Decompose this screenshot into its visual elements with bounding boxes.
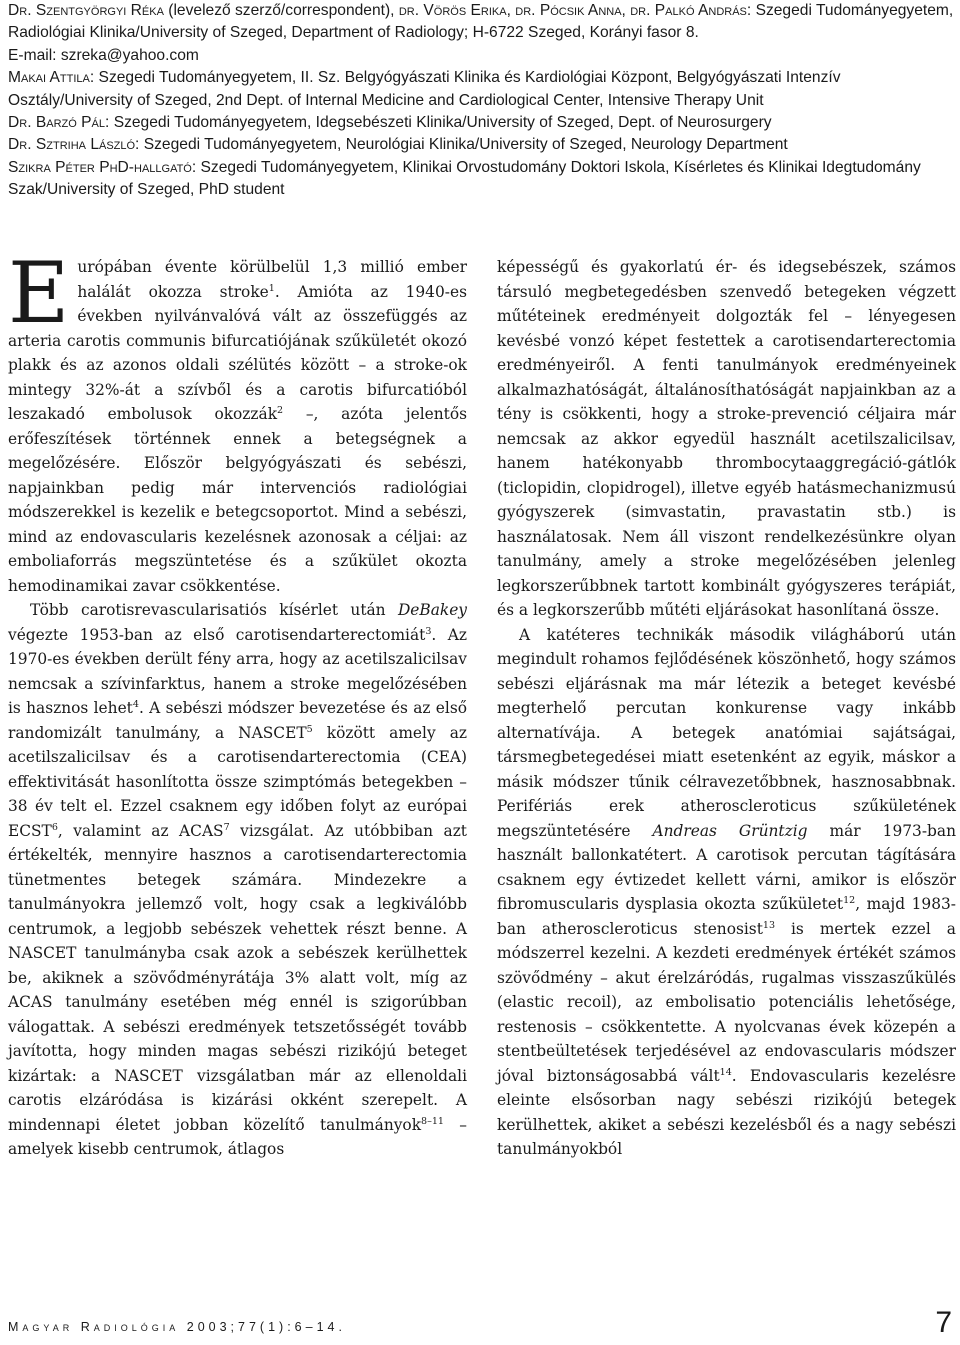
affiliation-2: Makai Attila: Szegedi Tudományegyetem, II. Sz. Belgyógyászati Klinika és Kardiológiai Központ, Belgyógyászati Intenzív Osztály/University of Szeged, 2nd Dept. of Internal Medicine and Cardiological Center, Intensive Therapy Unit: [8, 69, 841, 109]
author-name: dr. Vörös Erika: [398, 2, 507, 19]
affiliation-4: Dr. Sztriha László: Szegedi Tudományegyetem, Neurológiai Klinika/University of Szeged, Neurology Department: [8, 136, 788, 154]
drop-cap: E: [8, 244, 70, 342]
body-paragraph: Európában évente körülbelül 1,3 millió ember halálát okozza stroke$^1$. Amióta az 1940-es években nyilvánvalóvá vált az összefüggés az arteria carotis communis bifurcatiójának szűkületét okozó plakk és az azonos oldali szélütés között – a stroke-ok mintegy 32%-át a szívből és a carotis bifurcatióból leszakadó embolusok okozzák$^2$ –, azóta jelentős erőfeszítések történnek ennek a betegségnek a megelőzésére. Először belgyógyászati és sebészi, napjainkban pedig már intervenciós radiológiai módszerekkel is kezelik e betegcsoportot. Mind a sebészi, mind az endovascularis kezelésnek azonosak a céljai: az emboliaforrás megszüntetése és a szűkület okozta hemodinamikai zavar csökkentése.: [8, 244, 467, 595]
author-name: dr. Palkó András:: [630, 2, 752, 19]
reference-marker: 7: [223, 821, 230, 833]
journal-citation: Magyar Radiológia 2003;77(1):6–14.: [8, 1320, 346, 1334]
page-number: 7: [935, 1306, 952, 1339]
author-name: Dr. Sztriha László:: [8, 136, 140, 154]
reference-marker: 2: [277, 404, 284, 416]
reference-marker: 5: [306, 723, 313, 735]
body-paragraph: A katéteres technikák második világháború után megindult rohamos fejlődésének köszönhető, hogy számos sebészi eljárásnak ma már létezik a beteget kevésbé megterhelő percutan konkurense vagy inkább alternatívája. A betegek anatómiai sajátságai, társmegbetegedései miatt esetenként az egyik, máskor a másik módszer tűnik célravezetőbbnek, hasznosabbnak. Perifériás erek atheroscleroticus szűkületének megszüntetésére Andreas Grüntzig már 1973-ban használt ballonkatétert. A carotisok percutan tágítására csaknem egy évtizedet kellett várni, amikor is először fibromuscularis dysplasia okozta szűkületet$^{12}$, majd 1983-ban atheroscleroticus stenosist$^{13}$ is mertek ezzel a módszerrel kezelni. A kezdeti eredmények értékét számos szövődmény – akut érelzáródás, rugalmas visszaszűkülés (elastic recoil), az embolisatio potenciális lehetősége, restenosis – csökkentette. A nyolcvanas évek közepén a stentbeültetések terjedésével az endovascularis módszer jóval biztonságosabbá vált$^{14}$. Endovascularis kezelésre eleinte elsősorban nagy sebészi rizikójú betegek kerülhettek, akiket a sebészi kezelésből és a nagy sebészi tanulmányokból: [497, 625, 956, 1158]
author-name: Makai Attila:: [8, 69, 95, 87]
author-affiliations: [8, 0, 954, 202]
reference-marker: 12: [843, 894, 856, 906]
reference-marker: 8–11: [421, 1115, 444, 1127]
affiliation-1: Dr. Szentgyörgyi Réka (levelező szerző/correspondent), dr. Vörös Erika, dr. Pócsik Anna, dr. Palkó András: Szegedi Tudományegyetem, Radiológiai Klinika/University of Szeged, Department of Radiology; H-6722 Szeged, Korányi fasor 8. E-mail: szreka@yahoo.com: [8, 2, 954, 64]
author-name: Szikra Péter PhD-hallgató:: [8, 158, 197, 176]
reference-marker: 4: [132, 698, 139, 710]
body-column-left: [8, 244, 468, 1162]
affiliation-5: Szikra Péter PhD-hallgató: Szegedi Tudományegyetem, Klinikai Orvostudomány Doktori Iskola, Kísérletes és Klinikai Idegtudomány Szak/University of Szeged, PhD student: [8, 158, 921, 199]
affiliation-3: Dr. Barzó Pál: Szegedi Tudományegyetem, Idegsebészeti Klinika/University of Szeged, Dept. of Neurosurgery: [8, 114, 772, 132]
body-paragraph: képességű és gyakorlatú ér- és idegsebészek, számos társuló megbetegedésben szenvedő betegeken végzett műtéteinek eredményeit dolgozták fel – lényegesen kevésbé vonzó képet festettek a carotisendarterectomia eredményeiről. A fenti tanulmányok eredményeinek alkalmazhatóságát, általánosíthatóságát napjainkban az a tény is csökkenti, hogy a stroke-prevenció céljaira már nemcsak az akkor egyedül használt acetilszalicilsav, hanem hatékonyabb thrombocytaaggregáció-gátlók (ticlopidin, clopidrogel), illetve egyéb hatásmechanizmusú gyógyszerek (simvastatin, pravastatin stb.) is használatosak. Nem áll viszont rendelkezésünkre olyan tanulmány, amely a stroke megelőzésében jelenleg legkorszerűbbnek tartott kombinált gyógyszeres terápiát, és a legkorszerűbb műtéti eljárásokat hasonlítaná össze.: [497, 258, 956, 619]
author-name: Dr. Barzó Pál:: [8, 114, 110, 132]
reference-marker: 1: [268, 282, 275, 294]
author-name: dr. Pócsik Anna: [515, 2, 622, 19]
reference-marker: 14: [719, 1066, 732, 1078]
reference-marker: 6: [51, 821, 58, 833]
author-name: Dr. Szentgyörgyi Réka: [8, 2, 164, 19]
reference-marker: 3: [425, 625, 432, 637]
body-column-right: [497, 255, 956, 1162]
reference-marker: 13: [762, 919, 776, 931]
page-footer: [8, 1306, 956, 1339]
email: E-mail: szreka@yahoo.com: [8, 46, 199, 64]
body-paragraph: Több carotisrevascularisatiós kísérlet után DeBakey végezte 1953-ban az első carotisendarterectomiát$^3$. Az 1970-es években derült fény arra, hogy az acetilszalicilsav nemcsak a szívinfarktus, hanem a stroke megelőzésében is hasznos lehet$^4$. A sebészi módszer bevezetése és az első randomizált tanulmány, a NASCET$^5$ között amely az acetilszalicilsav és a carotisendarterectomia (CEA) effektivitását hasonlította össze szimptómás betegekben – 38 év telt el. Ezzel csaknem egy időben folyt az európai ECST$^6$, valamint az ACAS$^7$ vizsgálat. Az utóbbiban azt értékelték, mennyire hasznos a carotisendarterectomia tünetmentes betegek számára. Mindezekre a tanulmányokra jellemző volt, hogy csak a legkiválóbb centrumok, a legjobb sebészek vehettek részt benne. A NASCET tanulmányba csak azok a sebészek kerülhettek be, akiknek a szövődményrátája 3% alatt volt, míg az ACAS tanulmány esetében még ennél is szigorúbban válogattak. A sebészi eredmények tetszetősségét tovább javította, hogy minden magas sebészi rizikójú beteget kizártak: a NASCET vizsgálatban már az ellenoldali carotis elzáródása is kizárási okként szerepelt. A mindennapi életet jobban közelítő tanulmányok$^{8-11}$ – amelyek kisebb centrumok, átlagos: [8, 601, 468, 1158]
